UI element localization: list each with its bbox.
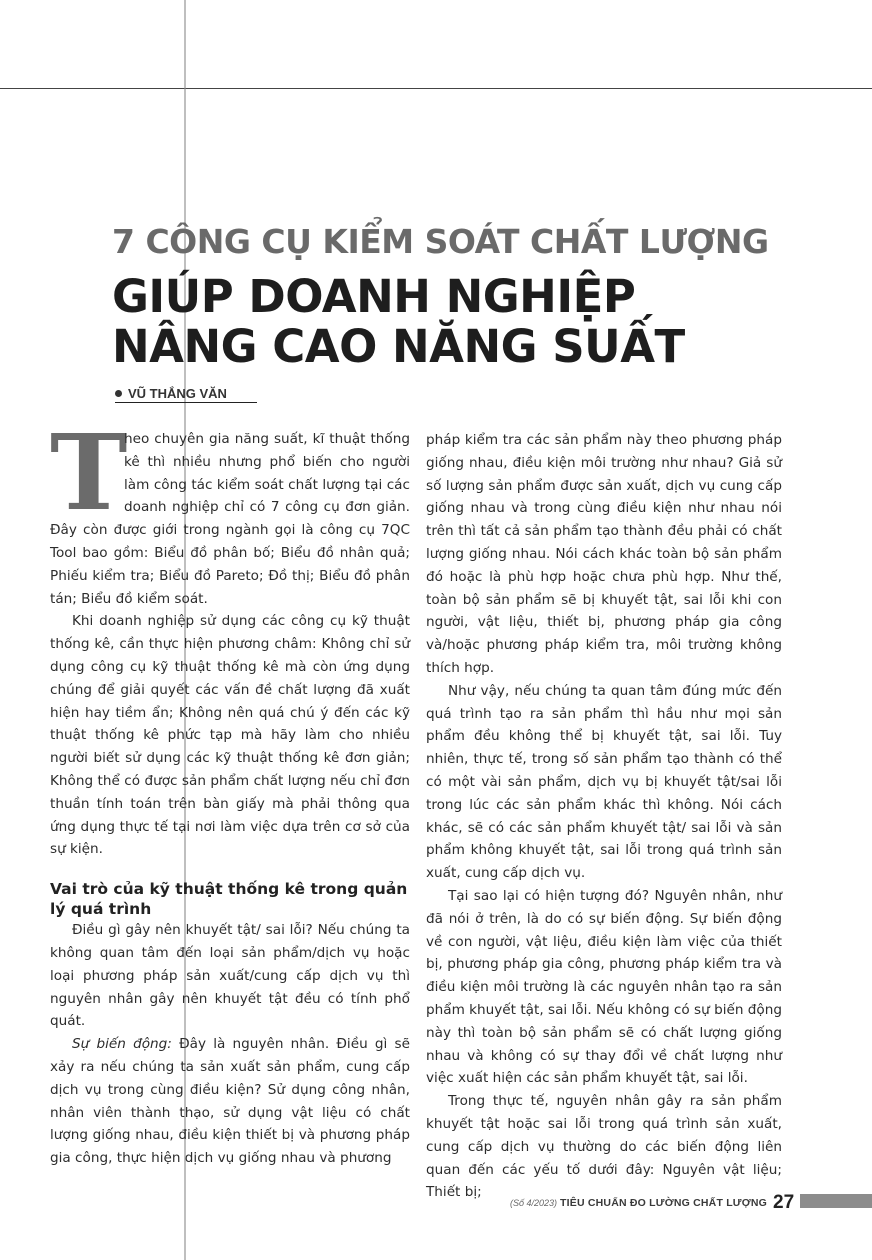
bullet-icon — [115, 390, 122, 397]
term-label: Sự biến động: — [72, 1036, 172, 1053]
left-column — [50, 411, 410, 1170]
paragraph: Khi doanh nghiệp sử dụng các công cụ kỹ thuật thống kê, cần thực hiện phương châm: Không chỉ sử dụng công cụ kỹ thuật thống kê mà còn ứng dụng chúng để giải quyết các vấn đề chất lượng đã xuất hiện hay tiềm ẩn; Không nên quá chú ý đến các kỹ thuật thống kê phức tạp mà hãy làm cho nhiều người biết sử dụng các kỹ thuật thống kê đơn giản; Không thể có được sản phẩm chất lượng nếu chỉ đơn thuần tính toán trên bàn giấy mà phải thông qua ứng dụng thực tế tại nơi làm việc dựa trên cơ sở của sự kiện. — [50, 613, 410, 858]
intro-text: heo chuyên gia năng suất, kĩ thuật thống kê thì nhiều nhưng phổ biến cho người làm công tác kiểm soát chất lượng tại các doanh nghiệp chỉ có 7 công cụ đơn giản. Đây còn được giới trong ngành gọi là công cụ 7QC Tool bao gồm: Biểu đồ phân bố; Biểu đồ nhân quả; Phiếu kiểm tra; Biểu đồ Pareto; Đồ thị; Biểu đồ phân tán; Biểu đồ kiểm soát. — [50, 431, 410, 607]
page-number: 27 — [773, 1192, 795, 1213]
paragraph: pháp kiểm tra các sản phẩm này theo phương pháp giống nhau, điều kiện môi trường như nhau? Giả sử số lượng sản phẩm được sản xuất, dịch vụ cung cấp giống nhau và trong cùng điều kiện như nhau nói trên thì tất cả sản phẩm tạo thành đều phải có chất lượng giống nhau. Nói cách khác toàn bộ sản phẩm đó hoặc là phù hợp hoặc chưa phù hợp. Như thế, toàn bộ sản phẩm sẽ bị khuyết tật, sai lỗi khi con người, vật liệu, thiết bị, phương pháp gia công và/hoặc phương pháp kiểm tra, môi trường không thích hợp. — [426, 432, 782, 676]
page-footer — [510, 1192, 795, 1214]
headline-line-1: GIÚP DOANH NGHIỆP — [112, 270, 636, 323]
section-heading: Vai trò của kỹ thuật thống kê trong quản lý quá trình — [50, 880, 408, 919]
paragraph-text: Đây là nguyên nhân. Điều gì sẽ xảy ra nếu chúng ta sản xuất sản phẩm, cung cấp dịch vụ trong cùng điều kiện? Sử dụng công nhân, nhân viên thành thạo, sử dụng vật liệu có chất lượng giống nhau, điều kiện thiết bị và phương pháp gia công, thực hiện dịch vụ giống nhau và phương — [50, 1036, 410, 1167]
intro-paragraph — [50, 411, 410, 610]
paragraph — [50, 1033, 410, 1170]
footer-bar — [800, 1194, 872, 1208]
paragraph: Điều gì gây nên khuyết tật/ sai lỗi? Nếu chúng ta không quan tâm đến loại sản phẩm/dịch vụ hoặc loại phương pháp sản xuất/cung cấp dịch vụ thì nguyên nhân gây nên khuyết tật đều có tính phổ quát. — [50, 922, 410, 1030]
publication-name: TIÊU CHUẨN ĐO LƯỜNG CHẤT LƯỢNG — [560, 1197, 768, 1209]
article-kicker: 7 CÔNG CỤ KIỂM SOÁT CHẤT LƯỢNG — [112, 222, 769, 261]
byline — [115, 386, 257, 403]
top-rule — [0, 88, 872, 89]
paragraph: Tại sao lại có hiện tượng đó? Nguyên nhân, như đã nói ở trên, là do có sự biến động. Sự biến động về con người, vật liệu, điều kiện làm việc của thiết bị, phương pháp gia công, phương pháp kiểm tra và điều kiện môi trường là các nguyên nhân tạo ra sản phẩm khuyết tật, sai lỗi. Nếu không có sự biến động này thì toàn bộ sản phẩm sẽ có chất lượng giống nhau và không có sự thay đổi về chất lượng như việc xuất hiện các sản phẩm khuyết tật, sai lỗi. — [426, 887, 782, 1087]
author-name: VŨ THẮNG VĂN — [128, 386, 227, 401]
headline-line-2: NÂNG CAO NĂNG SUẤT — [112, 320, 685, 373]
paragraph: Như vậy, nếu chúng ta quan tâm đúng mức đến quá trình tạo ra sản phẩm thì hầu như mọi sản phẩm đều không thể bị khuyết tật, sai lỗi. Tuy nhiên, thực tế, trong số sản phẩm tạo thành có thể có một vài sản phẩm, dịch vụ bị khuyết tật/sai lỗi trong lúc các sản phẩm khác thì không. Nói cách khác, sẽ có các sản phẩm khuyết tật/ sai lỗi và sản phẩm không khuyết tật, sai lỗi trong quá trình sản xuất, cung cấp dịch vụ. — [426, 682, 782, 882]
paragraph: Trong thực tế, nguyên nhân gây ra sản phẩm khuyết tật hoặc sai lỗi trong quá trình sản xuất, cung cấp dịch vụ thường do các biến động liên quan đến các yếu tố dưới đây: Nguyên vật liệu; Thiết bị; — [426, 1093, 782, 1201]
drop-cap: T — [50, 411, 128, 534]
issue-number: (Số 4/2023) — [510, 1198, 558, 1208]
right-column — [426, 429, 782, 1204]
